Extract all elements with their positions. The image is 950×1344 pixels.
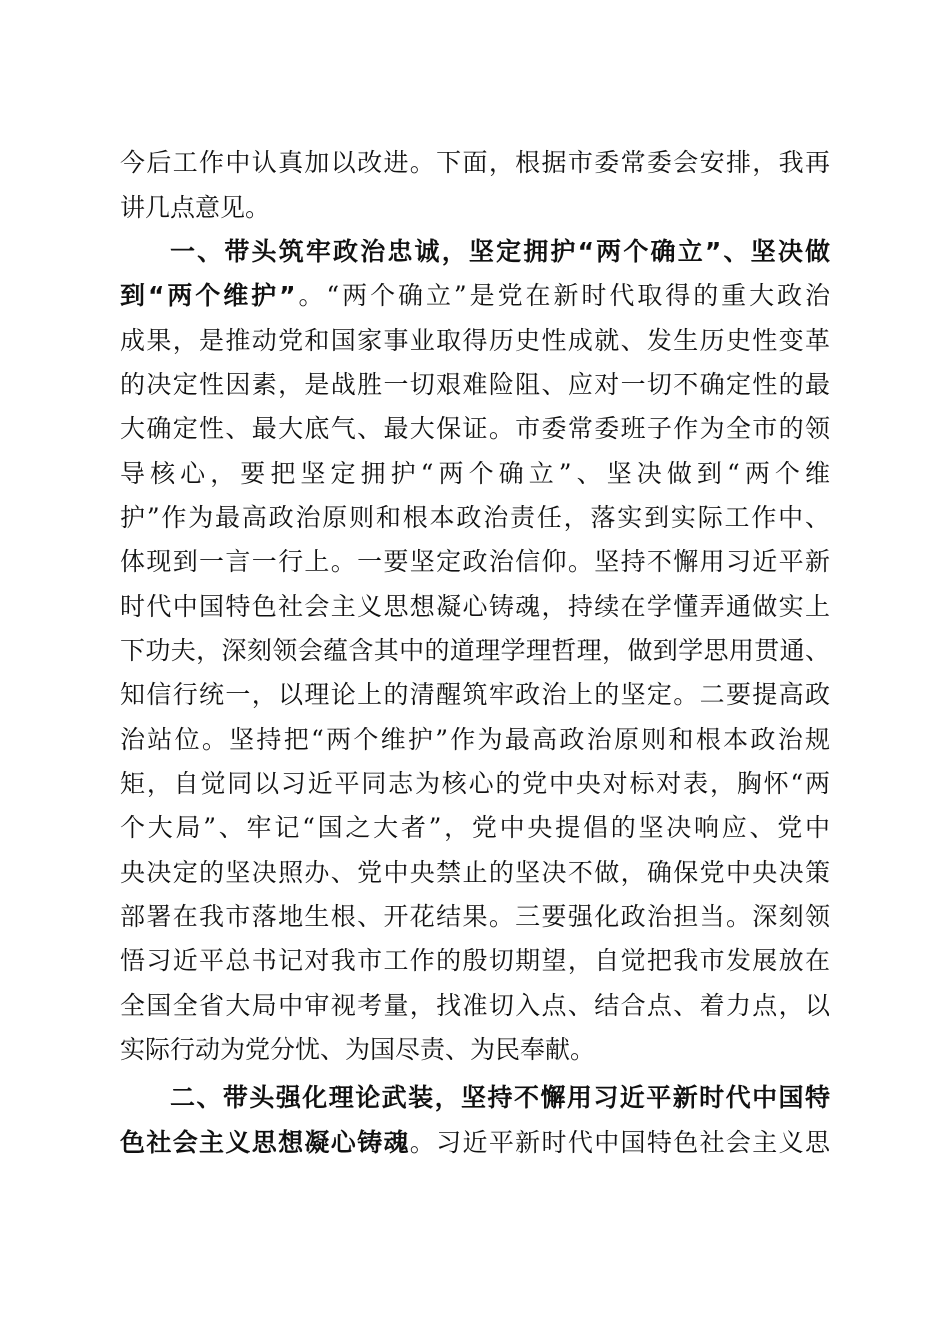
body-text-line [120, 1121, 830, 1165]
section-heading-2-end: 色社会主义思想凝心铸魂 [120, 1128, 410, 1157]
body-text-line: 护”作为最高政治原则和根本政治责任，落实到实际工作中、 [120, 503, 830, 532]
body-text-line: 下功夫，深刻领会蕴含其中的道理学理哲理，做到学思用贯通、 [120, 636, 830, 665]
body-text-line: 央决定的坚决照办、党中央禁止的坚决不做，确保党中央决策 [120, 858, 830, 887]
body-text-line: 讲几点意见。 [120, 193, 271, 222]
body-text-line: 导核心，要把坚定拥护“两个确立”、坚决做到“两个维 [120, 459, 830, 488]
body-text-line: 全国全省大局中审视考量，找准切入点、结合点、着力点，以 [120, 991, 830, 1020]
body-text-line: 体现到一言一行上。一要坚定政治信仰。坚持不懈用习近平新 [120, 547, 830, 576]
body-text-fragment: 。习近平新时代中国特色社会主义思 [409, 1128, 830, 1157]
body-text-line: 时代中国特色社会主义思想凝心铸魂，持续在学懂弄通做实上 [120, 592, 830, 621]
body-text-fragment: 。“两个确立”是党在新时代取得的重大政治 [295, 281, 830, 310]
body-text-line: 治站位。坚持把“两个维护”作为最高政治原则和根本政治规 [120, 725, 830, 754]
body-text-line: 今后工作中认真加以改进。下面，根据市委常委会安排，我再 [120, 148, 830, 177]
body-text-line [120, 274, 830, 318]
body-text-line: 知信行统一，以理论上的清醒筑牢政治上的坚定。二要提高政 [120, 680, 830, 709]
body-text-line: 的决定性因素，是战胜一切艰难险阻、应对一切不确定性的最 [120, 370, 830, 399]
body-text-line: 矩，自觉同以习近平同志为核心的党中央对标对表，胸怀“两 [120, 769, 830, 798]
body-text-line: 实际行动为党分忧、为国尽责、为民奉献。 [120, 1035, 596, 1064]
body-text-line: 成果，是推动党和国家事业取得历史性成就、发生历史性变革 [120, 326, 830, 355]
section-heading-1-end: 到“两个维护” [120, 281, 296, 310]
body-text-line: 大确定性、最大底气、最大保证。市委常委班子作为全市的领 [120, 414, 830, 443]
body-text-line: 个大局”、牢记“国之大者”，党中央提倡的坚决响应、党中 [120, 813, 830, 842]
body-text-line: 部署在我市落地生根、开花结果。三要强化政治担当。深刻领 [120, 902, 830, 931]
section-heading-1: 一、带头筑牢政治忠诚，坚定拥护“两个确立”、坚决做 [170, 237, 830, 266]
body-text-line: 悟习近平总书记对我市工作的殷切期望，自觉把我市发展放在 [120, 946, 830, 975]
section-heading-2: 二、带头强化理论武装，坚持不懈用习近平新时代中国特 [170, 1083, 830, 1112]
